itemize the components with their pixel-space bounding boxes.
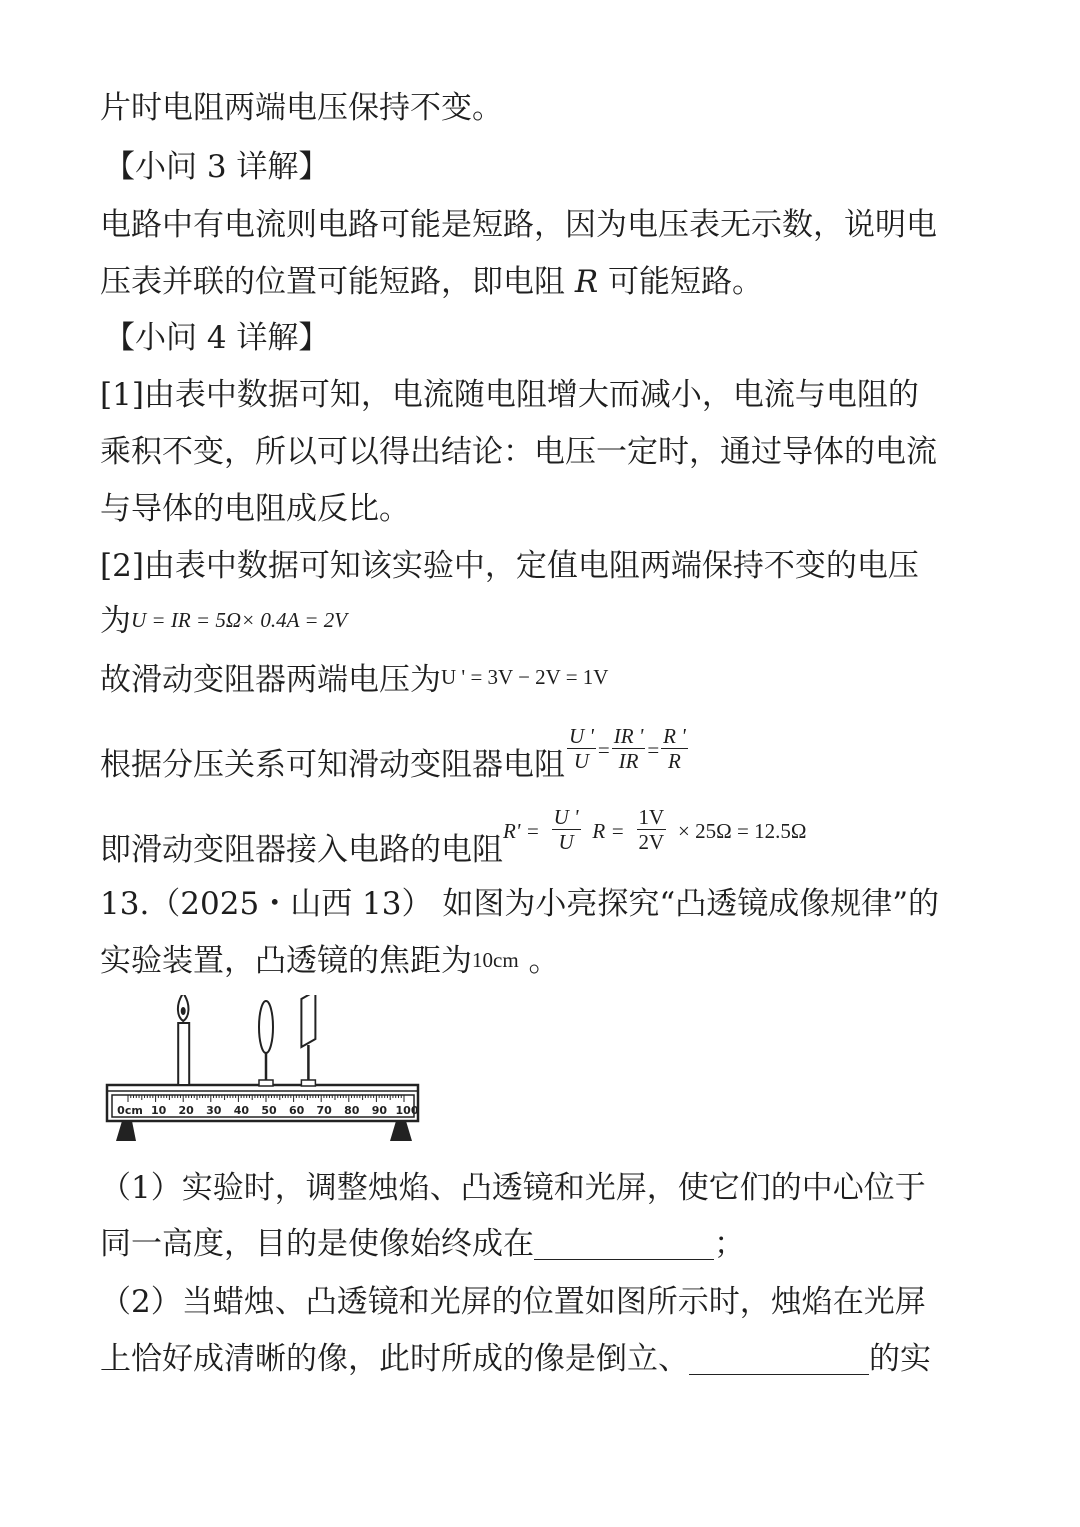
ruler-label: 30 [206,1104,222,1117]
formula-line-ratio: 根据分压关系可知滑动变阻器电阻 $\frac{U '}{U}$ = $\frac{IR '}{IR}$ = $\frac{R '}{R}$ [100,742,690,791]
ruler-label: 20 [178,1104,194,1117]
question-13-title: 13.（2025・山西 13） 如图为小亮探究“凸透镜成像规律”的 [100,886,940,922]
ruler-label: 80 [344,1104,360,1117]
candle [178,995,189,1085]
convex-lens [259,1001,273,1086]
ruler-label: 100 [395,1104,419,1117]
text-line: 实验装置，凸透镜的焦距为10cm 。 [100,943,560,979]
section-heading-q3: 【小问 3 详解】 [104,149,330,185]
formula-line-resistance: 即滑动变阻器接入电路的电阻R' = $\frac{U '}{U}$ R = $\frac{1V}{2V}$ × 25Ω = 12.5Ω [100,805,807,868]
ruler-label: 0cm [117,1104,143,1117]
text-line: 上恰好成清晰的像，此时所成的像是倒立、 的实 [100,1341,931,1377]
sub-question-2: （2）当蜡烛、凸透镜和光屏的位置如图所示时，烛焰在光屏 [100,1284,926,1320]
ruler-label: 90 [371,1104,388,1117]
text-line: [1]由表中数据可知，电流随电阻增大而减小，电流与电阻的 [100,377,919,413]
ruler-labels [117,1104,419,1117]
text-line: 乘积不变，所以可以得出结论：电压一定时，通过导体的电流 [100,434,937,470]
sub-question-1: （1）实验时，调整烛焰、凸透镜和光屏，使它们的中心位于 [100,1170,926,1206]
text-line: 压表并联的位置可能短路，即电阻 R 可能短路。 [100,264,764,300]
ruler-label: 50 [261,1104,277,1117]
formula-line-slider-voltage: 故滑动变阻器两端电压为U ' = 3V − 2V = 1V [100,662,609,698]
text-line: 电路中有电流则电路可能是短路，因为电压表无示数，说明电 [100,207,937,243]
text-line: 同一高度，目的是使像始终成在 ； [100,1226,745,1262]
focal-length: 10cm [472,948,519,972]
ratio-formula: $\frac{U '}{U}$ = $\frac{IR '}{IR}$ = $\frac{R '}{R}$ [569,724,686,773]
ruler-label: 70 [316,1104,332,1117]
text-line: [2]由表中数据可知该实验中，定值电阻两端保持不变的电压 [100,548,919,584]
formula-u: U = IR = 5Ω× 0.4A = 2V [131,608,348,632]
text-line: 片时电阻两端电压保持不变。 [100,90,503,126]
ruler-label: 60 [288,1104,305,1117]
light-screen [301,995,315,1086]
answer-blank-1[interactable] [534,1229,714,1260]
ruler-label: 10 [150,1104,167,1117]
optical-bench-figure [100,995,430,1155]
answer-blank-2[interactable] [689,1344,869,1375]
section-heading-q4: 【小问 4 详解】 [104,320,330,356]
variable-r: R [574,264,599,300]
ruler-label: 40 [233,1104,250,1117]
bench-leg-left [116,1121,136,1141]
bench-leg-right [390,1121,412,1141]
text-line: 与导体的电阻成反比。 [100,491,410,527]
formula-u-prime: U ' = 3V − 2V = 1V [441,665,609,689]
resistance-formula: R' = $\frac{U '}{U}$ R = $\frac{1V}{2V}$ × 25Ω = 12.5Ω [503,805,807,854]
formula-line-voltage: 为U = IR = 5Ω× 0.4A = 2V [100,603,348,639]
